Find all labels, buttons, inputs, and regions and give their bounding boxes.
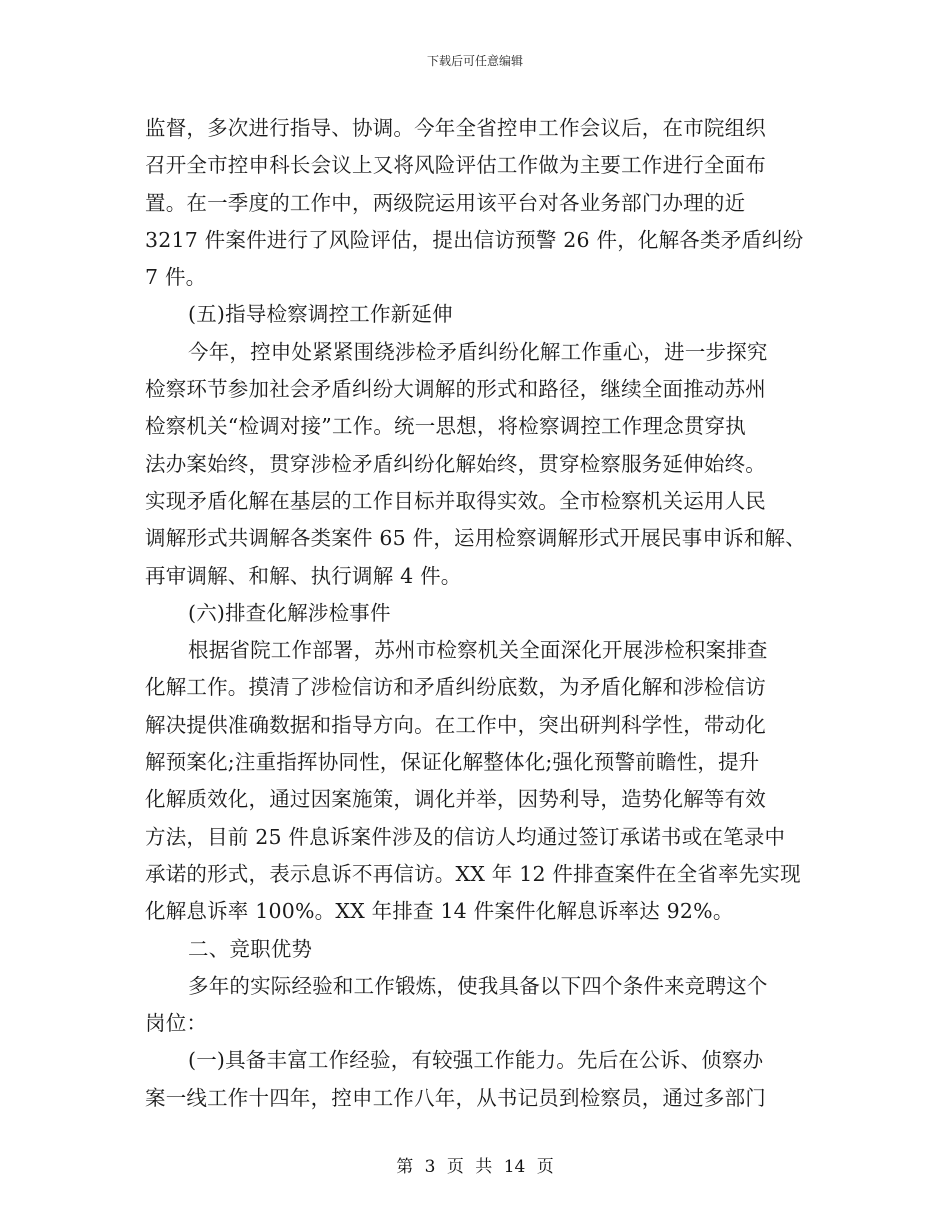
- text-line: 监督，多次进行指导、协调。今年全省控申工作会议后，在市院组织: [145, 116, 766, 140]
- text-line: 方法，目前 25 件息诉案件涉及的信访人均通过签订承诺书或在笔录中: [145, 824, 786, 849]
- text-line: 解决提供准确数据和指导方向。在工作中，突出研判科学性，带动化: [145, 712, 766, 737]
- text-line: 案一线工作十四年，控申工作八年，从书记员到检察员，通过多部门: [145, 1085, 766, 1110]
- page-header: 下载后可任意编辑: [426, 54, 523, 68]
- text-line: 召开全市控申科长会议上又将风险评估工作做为主要工作进行全面布: [145, 153, 766, 178]
- text-line: 化解息诉率 100%。XX 年排查 14 件案件化解息诉率达 92%。: [145, 899, 734, 924]
- text-line: 二、竞职优势: [188, 936, 313, 961]
- text-line: 法办案始终，贯穿涉检矛盾纠纷化解始终，贯穿检察服务延伸始终。: [145, 451, 766, 476]
- text-line: 多年的实际经验和工作锻炼，使我具备以下四个条件来竞聘这个: [188, 973, 768, 998]
- text-line: 解预案化;注重指挥协同性，保证化解整体化;强化预警前瞻性，提升: [145, 750, 760, 775]
- text-line: 检察环节参加社会矛盾纠纷大调解的形式和路径，继续全面推动苏州: [145, 377, 766, 402]
- page-footer: 第 3 页 共 14 页: [396, 1157, 554, 1177]
- text-line: 化解工作。摸清了涉检信访和矛盾纠纷底数，为矛盾化解和涉检信访: [145, 675, 766, 700]
- text-line: 7 件。: [145, 265, 207, 290]
- text-line: (五)指导检察调控工作新延伸: [188, 302, 453, 327]
- text-line: 3217 件案件进行了风险评估，提出信访预警 26 件，化解各类矛盾纠纷: [145, 227, 804, 252]
- text-line: 实现矛盾化解在基层的工作目标并取得实效。全市检察机关运用人民: [145, 488, 766, 513]
- text-line: 承诺的形式，表示息诉不再信访。XX 年 12 件排查案件在全省率先实现: [145, 861, 801, 886]
- text-line: 再审调解、和解、执行调解 4 件。: [145, 563, 462, 588]
- text-line: 检察机关“检调对接”工作。统一思想，将检察调控工作理念贯穿执: [145, 414, 746, 439]
- text-line: 化解质效化，通过因案施策，调化并举，因势利导，造势化解等有效: [145, 787, 766, 812]
- document-body: [145, 110, 810, 1117]
- text-line: (六)排查化解涉检事件: [188, 600, 391, 625]
- text-line: (一)具备丰富工作经验，有较强工作能力。先后在公诉、侦察办: [188, 1048, 764, 1073]
- text-line: 根据省院工作部署，苏州市检察机关全面深化开展涉检积案排查: [188, 638, 768, 663]
- text-line: 置。在一季度的工作中，两级院运用该平台对各业务部门办理的近: [145, 190, 746, 215]
- text-line: 调解形式共调解各类案件 65 件，运用检察调解形式开展民事申诉和解、: [145, 526, 806, 551]
- text-line: 今年，控申处紧紧围绕涉检矛盾纠纷化解工作重心，进一步探究: [188, 339, 768, 364]
- text-line: 岗位：: [145, 1011, 208, 1036]
